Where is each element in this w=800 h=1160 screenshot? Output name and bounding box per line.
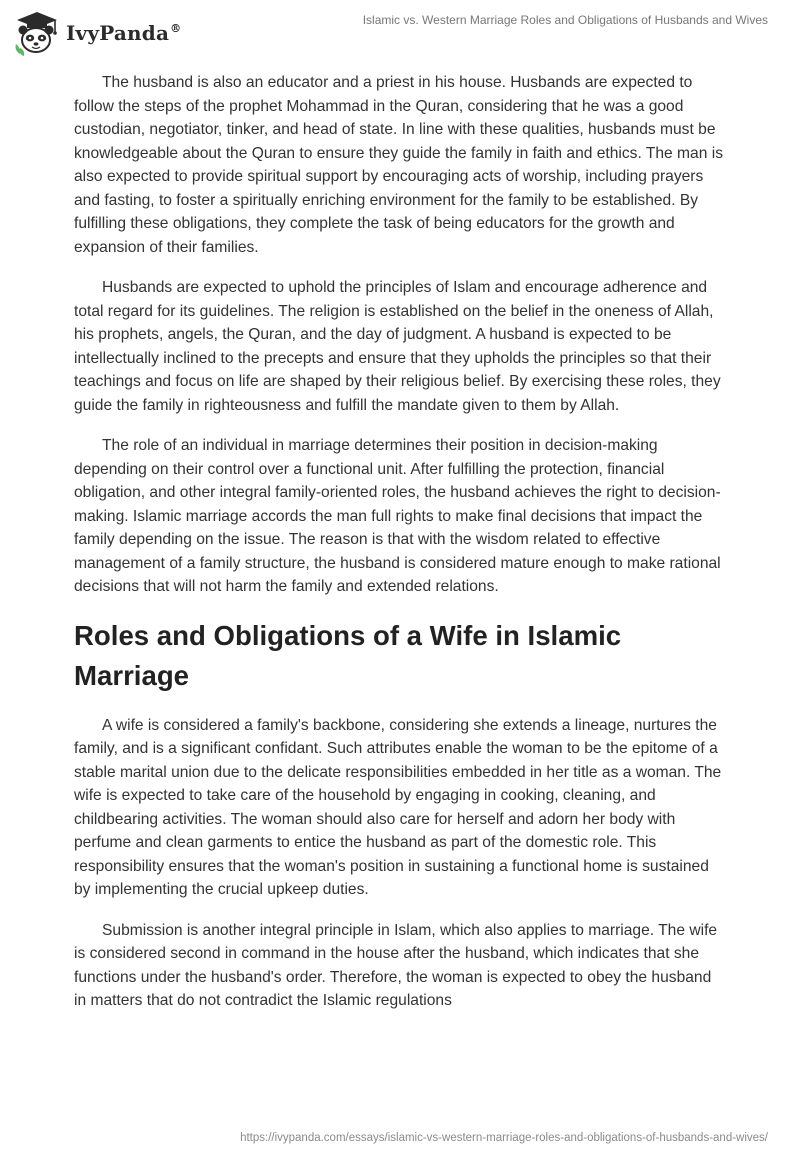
brand-logo[interactable]	[12, 10, 181, 56]
section-heading: Roles and Obligations of a Wife in Islamic Marriage	[74, 619, 622, 691]
paragraph: A wife is considered a family's backbone, considering she extends a lineage, nurtures the family, and is a significant confidant. Such attributes enable the woman to be the epitome of a stable marital union due to the delicate responsibilities embedded in her title as a woman. The wife is expected to take care of the household by engaging in cooking, cleaning, and childbearing activities. The woman should also care for herself and adorn her body with perfume and clean garments to entice the husband as part of the domestic role. This responsibility ensures that the woman's position in sustaining a functional home is sustained by implementing the crucial upkeep duties.	[74, 716, 722, 898]
paragraph: Submission is another integral principle in Islam, which also applies to marriage. The wife is considered second in command in the house after the husband, which indicates that she functions under the husband's order. Therefore, the woman is expected to obey the husband in matters that do not contradict the Islamic regulations	[74, 921, 718, 1009]
page-header	[0, 0, 800, 60]
document-title: Islamic vs. Western Marriage Roles and Obligations of Husbands and Wives	[362, 13, 768, 27]
brand-name: IvyPanda®	[66, 21, 182, 45]
paragraph: The role of an individual in marriage determines their position in decision-making depending on their control over a functional unit. After fulfilling the protection, financial obligation, and other integral family-oriented roles, the husband achieves the right to decision-making. Islamic marriage accords the man full rights to make final decisions that impact the family depending on the issue. The reason is that with the wisdom related to effective management of a family structure, the husband is considered mature enough to make rational decisions that will not harm the family and extended relations.	[74, 437, 721, 595]
paragraph: Husbands are expected to uphold the principles of Islam and encourage adherence and total regard for its guidelines. The religion is established on the belief in the oneness of Allah, his prophets, angels, the Quran, and the day of judgment. A husband is expected to be intellectually inclined to the precepts and ensure that they upholds the principles so that their teachings and focus on life are shaped by their religious belief. By exercising these roles, they guide the family in righteousness and fulfill the mandate given to them by Allah.	[74, 279, 721, 414]
panda-graduate-logo-icon	[12, 10, 62, 56]
paragraph: The husband is also an educator and a priest in his house. Husbands are expected to follow the steps of the prophet Mohammad in the Quran, considering that he was a good custodian, negotiator, tinker, and head of state. In line with these qualities, husbands must be knowledgeable about the Quran to ensure they guide the family in faith and ethics. The man is also expected to provide spiritual support by encouraging acts of worship, including prayers and fasting, to foster a spiritually enriching environment for the family to be established. By fulfilling these obligations, they complete the task of being educators for the growth and expansion of their families.	[74, 74, 723, 256]
source-url[interactable]: https://ivypanda.com/essays/islamic-vs-western-marriage-roles-and-obligations-of-husbands-and-wives/	[240, 1132, 768, 1144]
essay-body	[74, 71, 726, 1030]
